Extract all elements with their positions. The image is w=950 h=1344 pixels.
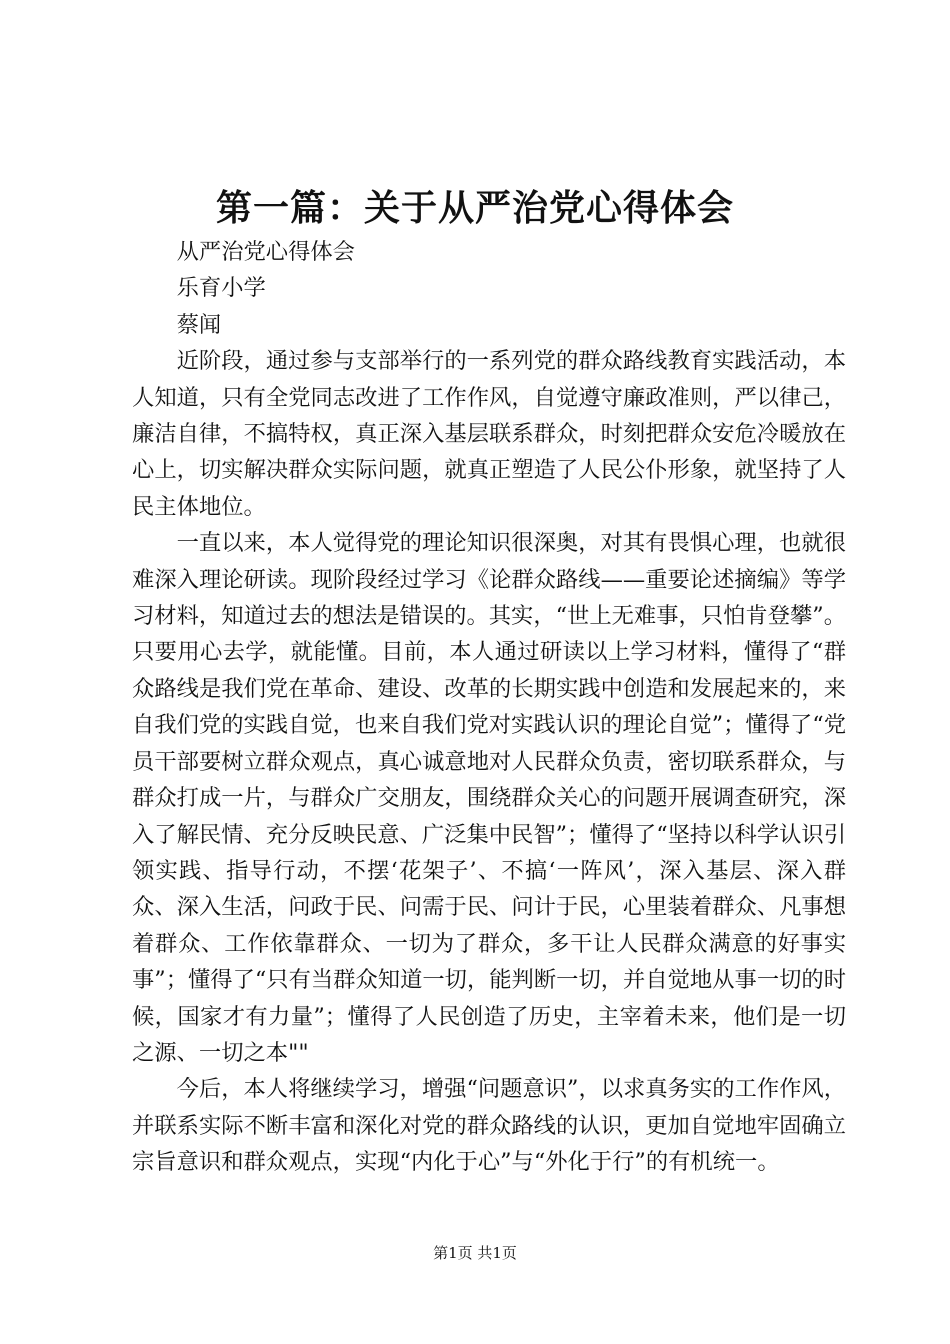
essay-subtitle: 从严治党心得体会	[176, 239, 355, 265]
document-body	[132, 234, 846, 1181]
school-name: 乐育小学	[176, 275, 266, 302]
page-number-footer: 第1页 共1页	[433, 1244, 517, 1262]
author-name: 蔡闻	[176, 311, 222, 338]
body-paragraph: 一直以来，本人觉得党的理论知识很深奥，对其有畏惧心理，也就很难深入理论研读。现阶段经过学习《论群众路线——重要论述摘编》等学习材料，知道过去的想法是错误的。其实，“世上无难事，只怕肯登攀”。只要用心去学，就能懂。目前，本人通过研读以上学习材料，懂得了“群众路线是我们党在革命、建设、改革的长期实践中创造和发展起来的，来自我们党的实践自觉，也来自我们党对实践认识的理论自觉”；懂得了“党员干部要树立群众观点，真心诚意地对人民群众负责，密切联系群众，与群众打成一片，与群众广交朋友，围绕群众关心的问题开展调查研究，深入了解民情、充分反映民意、广泛集中民智”；懂得了“坚持以科学认识引领实践、指导行动，不摆‘花架子’、不搞‘一阵风’，深入基层、深入群众、深入生活，问政于民、问需于民、问计于民，心里装着群众、凡事想着群众、工作依靠群众、一切为了群众，多干让人民群众满意的好事实事”；懂得了“只有当群众知道一切，能判断一切，并自觉地从事一切的时候，国家才有力量”；懂得了人民创造了历史，主宰着未来，他们是一切之源、一切之本""	[132, 530, 847, 1066]
body-paragraph: 近阶段，通过参与支部举行的一系列党的群众路线教育实践活动，本人知道，只有全党同志改进了工作作风，自觉遵守廉政准则，严以律己，廉洁自律，不搞特权，真正深入基层联系群众，时刻把群众安危冷暖放在心上，切实解决群众实际问题，就真正塑造了人民公仆形象，就坚持了人民主体地位。	[132, 348, 846, 520]
body-paragraph: 今后，本人将继续学习，增强“问题意识”，以求真务实的工作作风，并联系实际不断丰富和深化对党的群众路线的认识，更加自觉地牢固确立宗旨意识和群众观点，实现“内化于心”与“外化于行”的有机统一。	[132, 1076, 847, 1176]
document-title: 第一篇：关于从严治党心得体会	[215, 187, 734, 229]
